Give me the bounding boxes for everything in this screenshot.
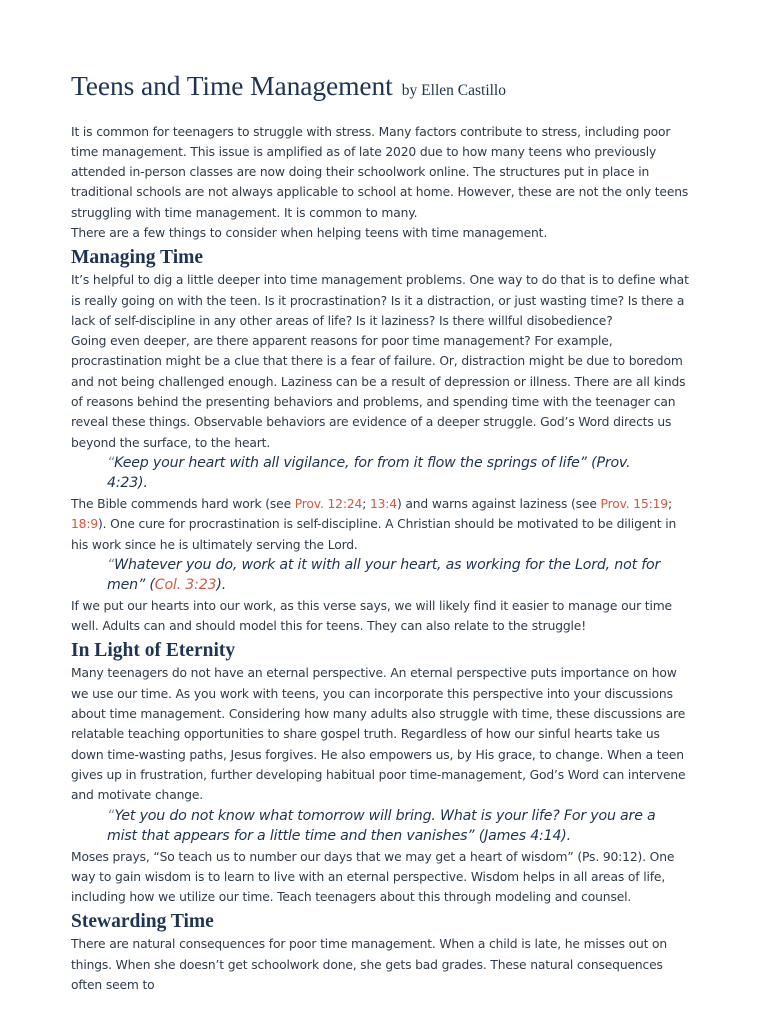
scripture-link-prov-12-24[interactable]: Prov. 12:24: [294, 496, 363, 511]
quote-mark: “: [107, 807, 115, 824]
scripture-link-18-9[interactable]: 18:9: [71, 517, 99, 532]
quote-text: Keep your heart with all vigilance, for from it flow the springs of life” (Prov. 4:23).: [107, 454, 631, 492]
quote-mark: “: [107, 454, 115, 471]
heading-in-light-of-eternity: In Light of Eternity: [71, 640, 236, 662]
stewarding-paragraph-1: There are natural consequences for poor time management. When a child is late, he misses out on things. When she doesn’t get schoolwork done, she gets bad grades. These natural consequences often seem to: [71, 937, 668, 992]
text-segment: ;: [667, 496, 672, 511]
quote-prov-4-23: [71, 453, 667, 494]
scripture-link-13-4[interactable]: 13:4: [369, 496, 397, 511]
title-row: [71, 72, 696, 100]
heading-managing-time: Managing Time: [71, 247, 204, 269]
managing-paragraph-4: If we put our hearts into our work, as this verse says, we will likely find it easier to manage our time well. Adults can and should model this for teens. They can also relate to the struggle!: [71, 598, 672, 634]
page-title: Teens and Time Management: [71, 70, 393, 101]
managing-paragraph-3: [71, 494, 696, 555]
text-segment: ). One cure for procrastination is self-discipline. A Christian should be motivated to be diligent in his work since he is ultimately serving the Lord.: [71, 517, 677, 552]
text-segment: ;: [362, 496, 370, 511]
eternity-paragraph-2: Moses prays, “So teach us to number our days that we may get a heart of wisdom” (Ps. 90:12). One way to gain wisdom is to learn to live with an eternal perspective. Wisdom helps in all areas of life, including how we utilize our time. Teach teenagers about this through modeling and counsel.: [71, 849, 675, 905]
quote-text: Yet you do not know what tomorrow will bring. What is your life? For you are a mist that appears for a little time and then vanishes” (James 4:14).: [107, 807, 656, 845]
scripture-link-col-3-23[interactable]: Col. 3:23: [154, 577, 217, 594]
quote-mark: “: [107, 556, 115, 573]
intro-paragraph-2: There are a few things to consider when helping teens with time management.: [71, 225, 548, 240]
eternity-paragraph-1: Many teenagers do not have an eternal perspective. An eternal perspective puts importance on how we use our time. As you work with teens, you can incorporate this perspective into your discussions about time management. Considering how many adults also struggle with time, these discussions are relatable teaching opportunities to share gospel truth. Regardless of how our sinful hearts take us down time-wasting paths, Jesus forgives. He also empowers us, by His grace, to change. When a teen gives up in frustration, further developing habitual poor time-management, God’s Word can intervene and motivate change.: [71, 666, 686, 803]
intro-paragraph-1: It is common for teenagers to struggle with stress. Many factors contribute to stress, including poor time management. This issue is amplified as of late 2020 due to how many teens who previously attended in-person classes are now doing their schoolwork online. The structures put in place in traditional schools are not always applicable to school at home. However, these are not the only teens struggling with time management. It is common to many.: [71, 124, 689, 220]
quote-text: Whatever you do, work at it with all your heart, as working for the Lord, not for men” (: [107, 556, 661, 594]
byline: by Ellen Castillo: [401, 82, 506, 99]
scripture-link-prov-15-19[interactable]: Prov. 15:19: [600, 496, 668, 511]
quote-text-end: ).: [216, 577, 227, 594]
heading-stewarding-time: Stewarding Time: [71, 911, 214, 933]
managing-paragraph-1: It’s helpful to dig a little deeper into time management problems. One way to do that is to define what is really going on with the teen. Is it procrastination? Is it a distraction, or just wasting time? Is there a lack of self-discipline in any other areas of life? Is it laziness? Is there willful disobedience?: [71, 273, 689, 328]
quote-col-3-23: [71, 555, 667, 596]
text-segment: The Bible commends hard work (see: [71, 496, 295, 511]
text-segment: ) and warns against laziness (see: [396, 496, 601, 511]
managing-paragraph-2: Going even deeper, are there apparent reasons for poor time management? For example, procrastination might be a clue that there is a fear of failure. Or, distraction might be due to boredom and not being challenged enough. Laziness can be a result of depression or illness. There are all kinds of reasons behind the presenting behaviors and problems, and spending time with the teenager can reveal these things. Observable behaviors are evidence of a deeper struggle. God’s Word directs us beyond the surface, to the heart.: [71, 334, 686, 450]
quote-james-4-14: [71, 806, 667, 847]
